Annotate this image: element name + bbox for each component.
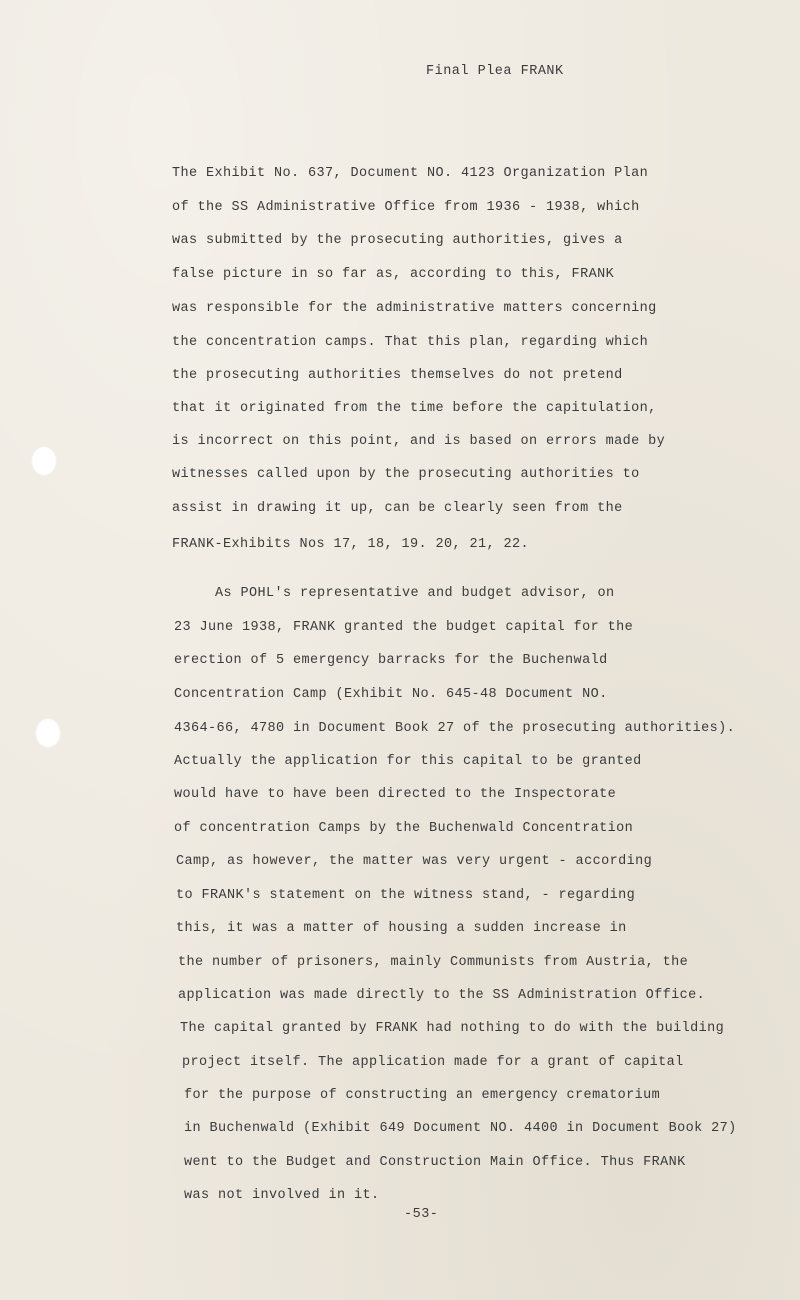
text-line: would have to have been directed to the Inspectorate <box>174 787 617 802</box>
text-line: in Buchenwald (Exhibit 649 Document NO. 4400 in Document Book 27) <box>184 1121 737 1136</box>
text-line: 23 June 1938, FRANK granted the budget capital for the <box>174 620 634 635</box>
text-line: Actually the application for this capital to be granted <box>174 754 642 769</box>
text-line: was not involved in it. <box>184 1188 380 1203</box>
text-line: false picture in so far as, according to this, FRANK <box>172 267 615 282</box>
text-line: that it originated from the time before the capitulation, <box>172 401 657 416</box>
text-line: the number of prisoners, mainly Communists from Austria, the <box>178 955 689 970</box>
text-line: to FRANK's statement on the witness stand, - regarding <box>176 888 636 903</box>
text-line: application was made directly to the SS Administration Office. <box>178 988 706 1003</box>
text-line: erection of 5 emergency barracks for the Buchenwald <box>174 653 608 668</box>
punch-hole-bottom <box>35 718 61 748</box>
punch-hole-top <box>31 446 57 476</box>
text-line: for the purpose of constructing an emergency crematorium <box>184 1088 661 1103</box>
text-line: Camp, as however, the matter was very urgent - according <box>176 854 653 869</box>
text-line: Concentration Camp (Exhibit No. 645-48 Document NO. <box>174 687 608 702</box>
text-line: is incorrect on this point, and is based on errors made by <box>172 434 666 449</box>
text-line: of the SS Administrative Office from 1936 - 1938, which <box>172 200 640 215</box>
text-line: project itself. The application made for a grant of capital <box>182 1055 684 1070</box>
document-header: Final Plea FRANK <box>426 64 564 79</box>
text-line: the prosecuting authorities themselves do not pretend <box>172 368 623 383</box>
text-line: FRANK-Exhibits Nos 17, 18, 19. 20, 21, 22. <box>172 537 530 552</box>
text-line: assist in drawing it up, can be clearly seen from the <box>172 501 623 516</box>
text-line: 4364-66, 4780 in Document Book 27 of the prosecuting authorities). <box>174 721 736 736</box>
text-line: was responsible for the administrative matters concerning <box>172 301 657 316</box>
text-line: this, it was a matter of housing a sudden increase in <box>176 921 627 936</box>
text-line: witnesses called upon by the prosecuting authorities to <box>172 467 640 482</box>
text-line: the concentration camps. That this plan, regarding which <box>172 335 649 350</box>
text-line: The Exhibit No. 637, Document NO. 4123 Organization Plan <box>172 166 649 181</box>
text-line: went to the Budget and Construction Main Office. Thus FRANK <box>184 1155 686 1170</box>
text-line: The capital granted by FRANK had nothing to do with the building <box>180 1021 725 1036</box>
page-number: -53- <box>404 1207 439 1222</box>
text-line: was submitted by the prosecuting authorities, gives a <box>172 233 623 248</box>
text-line: of concentration Camps by the Buchenwald Concentration <box>174 821 634 836</box>
text-line: As POHL's representative and budget advisor, on <box>215 586 615 601</box>
